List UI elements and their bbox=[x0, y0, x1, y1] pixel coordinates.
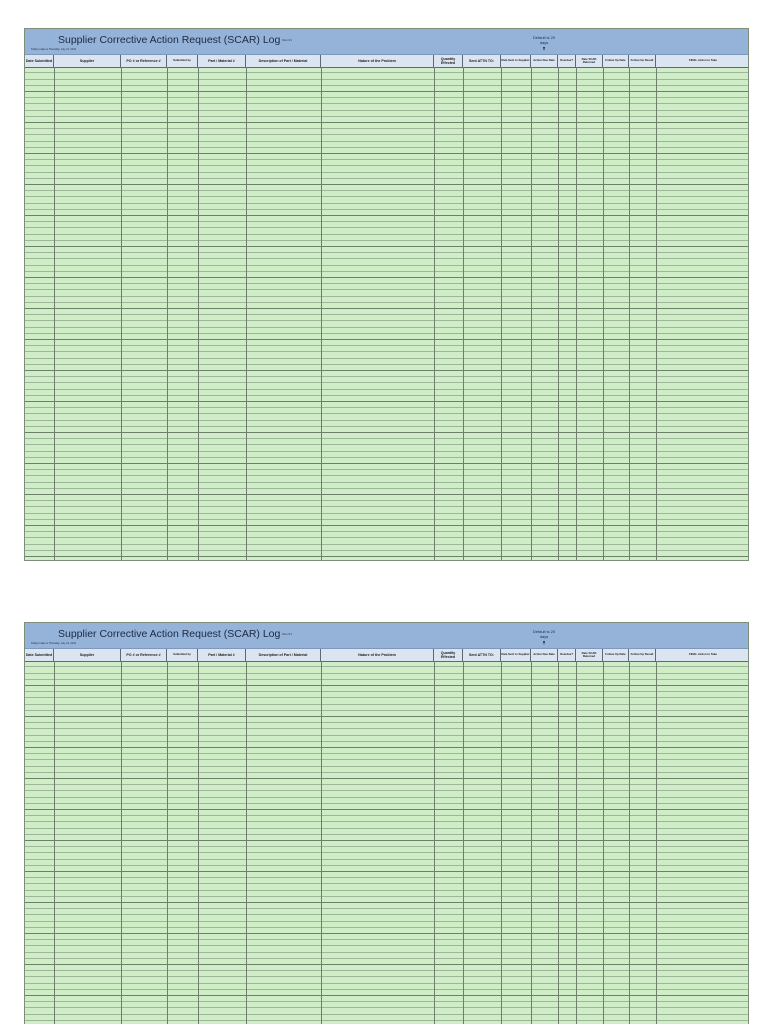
header-follow-up-date: Follow Up Date bbox=[603, 55, 629, 67]
header-quantity-effected: Quantity Effected bbox=[434, 649, 463, 661]
default-days-note: Default is 20 days bbox=[532, 629, 556, 639]
log-title-text: Supplier Corrective Action Request (SCAR) Log bbox=[58, 34, 281, 46]
log-revision: Rev 01 bbox=[282, 632, 292, 637]
log-title bbox=[58, 34, 292, 46]
header-final-action: FINAL Action to Take bbox=[689, 58, 717, 63]
header-overdue: Overdue? bbox=[558, 649, 576, 661]
log-entry-grid[interactable] bbox=[25, 67, 748, 560]
title-banner bbox=[25, 623, 748, 649]
arrow-down-icon bbox=[543, 641, 545, 645]
header-po-reference: PO # or Reference # bbox=[121, 55, 167, 67]
header-description: Description of Part / Material bbox=[246, 649, 321, 661]
title-banner bbox=[25, 29, 748, 55]
default-days-note: Default is 20 days bbox=[532, 35, 556, 45]
log-title bbox=[58, 628, 292, 640]
today-date-line: Today's date is Thursday, July 21, 2011 bbox=[31, 642, 77, 645]
header-date-scar-returned: Date SCAR Returned bbox=[576, 55, 603, 67]
header-final-action: FINAL Action to Take bbox=[689, 652, 717, 657]
header-po-reference: PO # or Reference # bbox=[121, 649, 167, 661]
arrow-down-icon bbox=[543, 47, 545, 51]
today-date-line: Today's date is Thursday, July 21, 2011 bbox=[31, 48, 77, 51]
scar-log-sheet-2 bbox=[24, 622, 749, 1024]
header-date-submitted: Date Submitted bbox=[25, 649, 54, 661]
header-date-sent: Date Sent to Supplier bbox=[501, 649, 531, 661]
header-follow-up-result: Follow Up Result bbox=[629, 55, 656, 67]
scar-log-sheet-1 bbox=[24, 28, 749, 561]
header-action-due-date: Action Due Date bbox=[531, 55, 558, 67]
header-follow-up-date: Follow Up Date bbox=[603, 649, 629, 661]
header-part-material: Part / Material # bbox=[198, 55, 246, 67]
header-description: Description of Part / Material bbox=[246, 55, 321, 67]
header-submitted-by: Submitted by bbox=[167, 649, 198, 661]
header-part-material: Part / Material # bbox=[198, 649, 246, 661]
header-submitted-by: Submitted by bbox=[167, 55, 198, 67]
header-sent-attn-to: Sent ATTN TO: bbox=[463, 649, 501, 661]
header-quantity-effected: Quantity Effected bbox=[434, 55, 463, 67]
header-date-sent: Date Sent to Supplier bbox=[501, 55, 531, 67]
header-follow-up-result: Follow Up Result bbox=[629, 649, 656, 661]
header-supplier: Supplier bbox=[54, 649, 121, 661]
header-overdue: Overdue? bbox=[558, 55, 576, 67]
header-action-due-date: Action Due Date bbox=[531, 649, 558, 661]
header-supplier: Supplier bbox=[54, 55, 121, 67]
header-nature-of-problem: Nature of the Problem bbox=[321, 55, 434, 67]
header-nature-of-problem: Nature of the Problem bbox=[321, 649, 434, 661]
header-sent-attn-to: Sent ATTN TO: bbox=[463, 55, 501, 67]
log-title-text: Supplier Corrective Action Request (SCAR) Log bbox=[58, 628, 281, 640]
header-date-submitted: Date Submitted bbox=[25, 55, 54, 67]
header-date-scar-returned: Date SCAR Returned bbox=[576, 649, 603, 661]
log-entry-grid[interactable] bbox=[25, 661, 748, 1024]
log-revision: Rev 01 bbox=[282, 38, 292, 43]
